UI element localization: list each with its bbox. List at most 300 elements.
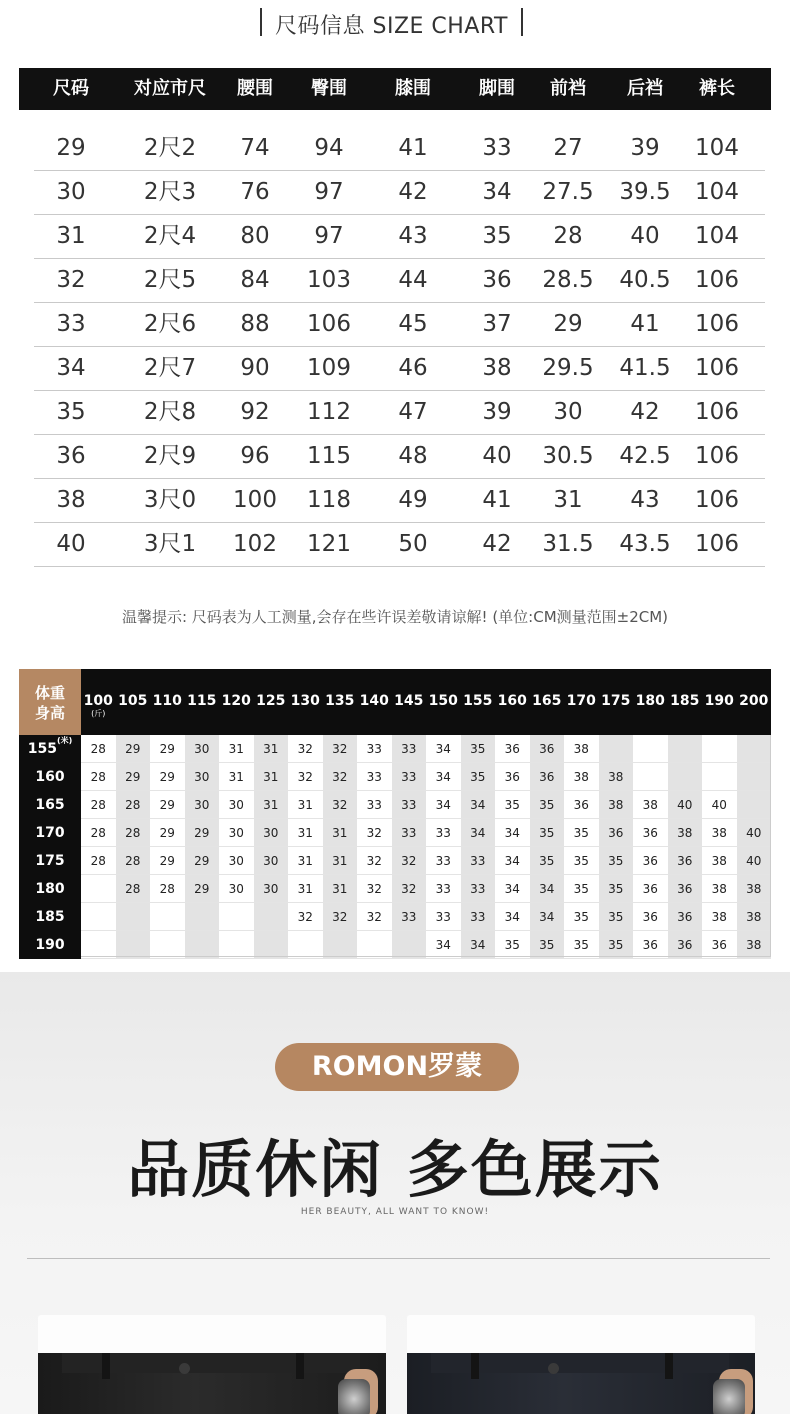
size-cell: 33 bbox=[56, 311, 86, 337]
size-recommendation-cell: 33 bbox=[357, 763, 392, 791]
size-recommendation-cell bbox=[737, 763, 772, 791]
height-label-cell bbox=[19, 735, 81, 763]
weight-header-cell bbox=[702, 669, 737, 735]
size-recommendation-cell: 32 bbox=[357, 847, 392, 875]
size-recommendation-cell: 34 bbox=[530, 875, 565, 903]
title-divider-right bbox=[521, 8, 523, 36]
size-recommendation-cell bbox=[81, 875, 116, 903]
size-cell: 37 bbox=[482, 311, 512, 337]
size-chart-title: 尺码信息 SIZE CHART bbox=[275, 14, 508, 39]
size-recommendation-cell: 28 bbox=[116, 791, 151, 819]
size-cell: 3尺1 bbox=[143, 531, 197, 557]
size-recommendation-cell: 40 bbox=[737, 819, 772, 847]
size-cell: 42 bbox=[398, 179, 428, 205]
size-recommendation-cell: 38 bbox=[633, 791, 668, 819]
size-recommendation-cell bbox=[150, 931, 185, 959]
size-recommendation-cell bbox=[668, 763, 703, 791]
height-label-cell bbox=[19, 847, 81, 875]
size-cell: 106 bbox=[695, 355, 739, 381]
size-recommendation-cell: 36 bbox=[668, 847, 703, 875]
size-recommendation-cell: 34 bbox=[495, 819, 530, 847]
size-recommendation-cell: 30 bbox=[254, 847, 289, 875]
weight-header-cell bbox=[288, 669, 323, 735]
size-column-header: 膝围 bbox=[395, 78, 431, 99]
weight-header-cell bbox=[254, 669, 289, 735]
height-value: 160 bbox=[35, 769, 65, 785]
size-recommendation-cell: 34 bbox=[530, 903, 565, 931]
size-row bbox=[34, 434, 765, 479]
size-recommendation-cell: 36 bbox=[633, 847, 668, 875]
size-recommendation-cell: 31 bbox=[288, 847, 323, 875]
size-recommendation-cell: 28 bbox=[81, 763, 116, 791]
size-recommendation-cell: 28 bbox=[81, 791, 116, 819]
height-value: 155 bbox=[27, 741, 57, 757]
size-recommendation-cell: 36 bbox=[633, 931, 668, 959]
size-recommendation-cell: 32 bbox=[323, 903, 358, 931]
size-recommendation-cell: 32 bbox=[357, 875, 392, 903]
size-recommendation-cell: 29 bbox=[185, 847, 220, 875]
size-recommendation-cell: 33 bbox=[392, 763, 427, 791]
size-column-header: 前裆 bbox=[550, 78, 586, 99]
size-cell: 103 bbox=[307, 267, 351, 293]
size-recommendation-cell: 34 bbox=[495, 875, 530, 903]
size-cell: 50 bbox=[398, 531, 428, 557]
height-label-cell bbox=[19, 819, 81, 847]
size-recommendation-cell: 34 bbox=[426, 763, 461, 791]
showcase-title: 品质休闲 多色展示 bbox=[127, 1133, 663, 1206]
size-column-header: 尺码 bbox=[53, 78, 89, 99]
size-cell: 40 bbox=[630, 223, 660, 249]
weight-header-cell bbox=[357, 669, 392, 735]
size-cell: 38 bbox=[56, 487, 86, 513]
size-recommendation-cell: 30 bbox=[219, 819, 254, 847]
size-recommendation-cell: 28 bbox=[150, 875, 185, 903]
height-value: 190 bbox=[35, 937, 65, 953]
size-recommendation-cell: 36 bbox=[564, 791, 599, 819]
weight-header-row bbox=[81, 669, 771, 735]
size-cell: 45 bbox=[398, 311, 428, 337]
size-recommendation-cell: 28 bbox=[81, 735, 116, 763]
size-cell: 112 bbox=[307, 399, 351, 425]
size-recommendation-cell: 32 bbox=[323, 791, 358, 819]
size-cell: 28 bbox=[553, 223, 583, 249]
height-unit: (米) bbox=[56, 736, 73, 745]
size-recommendation-cell: 40 bbox=[737, 847, 772, 875]
size-recommendation-cell: 33 bbox=[392, 819, 427, 847]
weight-value: 135 bbox=[325, 693, 355, 709]
size-recommendation-cell: 36 bbox=[495, 763, 530, 791]
size-row bbox=[34, 346, 765, 391]
height-label: 身高 bbox=[34, 704, 65, 722]
size-recommendation-cell: 34 bbox=[426, 735, 461, 763]
weight-value: 185 bbox=[670, 693, 700, 709]
height-row bbox=[19, 875, 771, 903]
size-recommendation-cell: 30 bbox=[185, 791, 220, 819]
size-cell: 30 bbox=[553, 399, 583, 425]
weight-header-cell bbox=[323, 669, 358, 735]
size-cell: 41.5 bbox=[619, 355, 671, 381]
size-cell: 100 bbox=[233, 487, 277, 513]
size-recommendation-cell: 34 bbox=[495, 847, 530, 875]
size-recommendation-cell: 38 bbox=[564, 763, 599, 791]
weight-value: 150 bbox=[428, 693, 458, 709]
size-recommendation-cell: 34 bbox=[495, 903, 530, 931]
size-recommendation-cell bbox=[599, 735, 634, 763]
size-cell: 2尺6 bbox=[143, 311, 197, 337]
product-photo-black bbox=[38, 1315, 386, 1414]
weight-value: 130 bbox=[290, 693, 320, 709]
size-cell: 27.5 bbox=[542, 179, 594, 205]
size-cell: 40 bbox=[482, 443, 512, 469]
size-recommendation-cell: 36 bbox=[495, 735, 530, 763]
size-recommendation-cell: 30 bbox=[254, 819, 289, 847]
brand-badge: ROMON罗蒙 bbox=[275, 1043, 519, 1091]
weight-header-cell bbox=[461, 669, 496, 735]
waist-button bbox=[179, 1363, 190, 1374]
size-recommendation-cell: 36 bbox=[702, 931, 737, 959]
size-recommendation-cell: 35 bbox=[461, 763, 496, 791]
size-recommendation-cell: 35 bbox=[530, 791, 565, 819]
weight-header-cell bbox=[668, 669, 703, 735]
size-column-header: 脚围 bbox=[479, 78, 515, 99]
size-recommendation-cell: 38 bbox=[599, 763, 634, 791]
size-recommendation-cell: 35 bbox=[564, 847, 599, 875]
size-recommendation-cell bbox=[219, 931, 254, 959]
size-cell: 38 bbox=[482, 355, 512, 381]
size-recommendation-cell: 35 bbox=[530, 931, 565, 959]
size-cell: 44 bbox=[398, 267, 428, 293]
size-cell: 29 bbox=[56, 135, 86, 161]
size-cell: 97 bbox=[314, 223, 344, 249]
size-cell: 48 bbox=[398, 443, 428, 469]
size-cell: 2尺5 bbox=[143, 267, 197, 293]
weight-header-cell bbox=[426, 669, 461, 735]
size-recommendation-cell: 35 bbox=[530, 819, 565, 847]
size-cell: 2尺7 bbox=[143, 355, 197, 381]
weight-header-cell bbox=[219, 669, 254, 735]
size-recommendation-cell: 33 bbox=[392, 903, 427, 931]
weight-header-cell bbox=[150, 669, 185, 735]
size-cell: 84 bbox=[240, 267, 270, 293]
size-recommendation-cell bbox=[116, 931, 151, 959]
size-cell: 29.5 bbox=[542, 355, 594, 381]
size-row bbox=[34, 258, 765, 303]
size-recommendation-cell: 35 bbox=[495, 931, 530, 959]
size-chart-header bbox=[0, 0, 790, 44]
size-recommendation-cell: 34 bbox=[461, 931, 496, 959]
size-recommendation-cell bbox=[737, 735, 772, 763]
size-recommendation-cell: 29 bbox=[150, 791, 185, 819]
size-recommendation-cell: 31 bbox=[219, 763, 254, 791]
size-recommendation-cell: 36 bbox=[530, 763, 565, 791]
size-recommendation-cell: 35 bbox=[599, 875, 634, 903]
weight-header-cell bbox=[633, 669, 668, 735]
size-cell: 36 bbox=[56, 443, 86, 469]
weight-value: 170 bbox=[566, 693, 596, 709]
size-recommendation-cell: 38 bbox=[702, 847, 737, 875]
size-row bbox=[34, 302, 765, 347]
size-recommendation-cell: 35 bbox=[599, 903, 634, 931]
size-recommendation-cell bbox=[633, 735, 668, 763]
size-recommendation-cell: 40 bbox=[668, 791, 703, 819]
size-recommendation-cell: 32 bbox=[357, 903, 392, 931]
size-recommendation-cell bbox=[254, 903, 289, 931]
size-cell: 104 bbox=[695, 135, 739, 161]
size-recommendation-cell: 30 bbox=[254, 875, 289, 903]
size-column-header: 裤长 bbox=[699, 78, 735, 99]
size-recommendation-cell: 36 bbox=[633, 875, 668, 903]
size-cell: 30.5 bbox=[542, 443, 594, 469]
size-cell: 43.5 bbox=[619, 531, 671, 557]
size-recommendation-cell: 32 bbox=[357, 819, 392, 847]
weight-header-cell bbox=[392, 669, 427, 735]
size-cell: 106 bbox=[307, 311, 351, 337]
size-recommendation-cell: 40 bbox=[702, 791, 737, 819]
size-recommendation-cell: 31 bbox=[288, 819, 323, 847]
size-cell: 90 bbox=[240, 355, 270, 381]
size-recommendation-cell: 36 bbox=[530, 735, 565, 763]
size-recommendation-cell: 33 bbox=[426, 875, 461, 903]
size-cell: 34 bbox=[482, 179, 512, 205]
size-cell: 47 bbox=[398, 399, 428, 425]
size-cell: 40.5 bbox=[619, 267, 671, 293]
size-column-header: 腰围 bbox=[237, 78, 273, 99]
size-recommendation-cell: 33 bbox=[426, 903, 461, 931]
height-label-cell bbox=[19, 903, 81, 931]
weight-value: 120 bbox=[221, 693, 251, 709]
size-cell: 74 bbox=[240, 135, 270, 161]
size-row bbox=[34, 126, 765, 171]
weight-value: 140 bbox=[359, 693, 389, 709]
size-recommendation-cell bbox=[288, 931, 323, 959]
size-cell: 102 bbox=[233, 531, 277, 557]
size-row bbox=[34, 390, 765, 435]
size-cell: 118 bbox=[307, 487, 351, 513]
size-recommendation-cell bbox=[737, 791, 772, 819]
size-cell: 42 bbox=[482, 531, 512, 557]
measurement-note: 温馨提示: 尺码表为人工测量,会存在些许误差敬请谅解! (单位:CM测量范围±2CM) bbox=[121, 608, 669, 626]
size-recommendation-cell: 31 bbox=[323, 875, 358, 903]
size-cell: 43 bbox=[630, 487, 660, 513]
height-value: 185 bbox=[35, 909, 65, 925]
size-cell: 106 bbox=[695, 443, 739, 469]
size-recommendation-cell: 29 bbox=[150, 763, 185, 791]
size-recommendation-cell: 28 bbox=[116, 847, 151, 875]
weight-height-corner bbox=[19, 669, 81, 735]
size-recommendation-cell: 32 bbox=[323, 763, 358, 791]
weight-value: 175 bbox=[601, 693, 631, 709]
size-recommendation-cell: 35 bbox=[495, 791, 530, 819]
size-cell: 109 bbox=[307, 355, 351, 381]
watch bbox=[338, 1379, 370, 1414]
size-cell: 39 bbox=[630, 135, 660, 161]
weight-value: 100 bbox=[83, 693, 113, 709]
section-divider bbox=[27, 1258, 770, 1259]
size-recommendation-cell: 34 bbox=[426, 791, 461, 819]
size-recommendation-cell: 28 bbox=[116, 875, 151, 903]
size-recommendation-cell: 38 bbox=[737, 875, 772, 903]
weight-header-cell bbox=[185, 669, 220, 735]
size-cell: 49 bbox=[398, 487, 428, 513]
size-cell: 2尺8 bbox=[143, 399, 197, 425]
size-recommendation-cell: 29 bbox=[185, 875, 220, 903]
size-recommendation-cell: 31 bbox=[323, 819, 358, 847]
height-row bbox=[19, 931, 771, 959]
size-recommendation-cell: 31 bbox=[254, 735, 289, 763]
size-cell: 32 bbox=[56, 267, 86, 293]
waist-button bbox=[548, 1363, 559, 1374]
size-recommendation-cell: 29 bbox=[150, 819, 185, 847]
showcase-section bbox=[0, 972, 790, 1414]
size-recommendation-cell: 30 bbox=[219, 875, 254, 903]
size-cell: 27 bbox=[553, 135, 583, 161]
size-recommendation-cell: 35 bbox=[461, 735, 496, 763]
size-recommendation-cell: 35 bbox=[564, 819, 599, 847]
size-recommendation-cell: 34 bbox=[461, 791, 496, 819]
height-row bbox=[19, 735, 771, 763]
size-row bbox=[34, 478, 765, 523]
size-recommendation-cell: 38 bbox=[702, 819, 737, 847]
size-cell: 40 bbox=[56, 531, 86, 557]
size-recommendation-cell: 30 bbox=[219, 791, 254, 819]
weight-header-cell bbox=[116, 669, 151, 735]
size-cell: 41 bbox=[630, 311, 660, 337]
showcase-subtitle: HER BEAUTY, ALL WANT TO KNOW! bbox=[300, 1207, 490, 1217]
height-value: 170 bbox=[35, 825, 65, 841]
product-photo-navy bbox=[407, 1315, 755, 1414]
size-cell: 31 bbox=[553, 487, 583, 513]
height-row bbox=[19, 847, 771, 875]
size-cell: 42.5 bbox=[619, 443, 671, 469]
size-recommendation-cell: 30 bbox=[185, 735, 220, 763]
weight-value: 190 bbox=[704, 693, 734, 709]
size-recommendation-cell: 32 bbox=[288, 763, 323, 791]
size-recommendation-cell bbox=[702, 735, 737, 763]
size-cell: 104 bbox=[695, 223, 739, 249]
size-cell: 33 bbox=[482, 135, 512, 161]
size-recommendation-cell: 28 bbox=[81, 819, 116, 847]
size-recommendation-cell: 29 bbox=[150, 847, 185, 875]
height-row bbox=[19, 763, 771, 791]
size-recommendation-cell bbox=[185, 903, 220, 931]
height-row bbox=[19, 819, 771, 847]
size-recommendation-cell bbox=[185, 931, 220, 959]
weight-label: 体重 bbox=[34, 684, 65, 702]
size-recommendation-cell: 34 bbox=[461, 819, 496, 847]
size-recommendation-cell: 31 bbox=[254, 763, 289, 791]
height-label-cell bbox=[19, 931, 81, 959]
height-value: 165 bbox=[35, 797, 65, 813]
size-recommendation-cell: 30 bbox=[185, 763, 220, 791]
size-recommendation-cell: 30 bbox=[219, 847, 254, 875]
size-recommendation-cell bbox=[254, 931, 289, 959]
size-recommendation-cell: 35 bbox=[564, 931, 599, 959]
size-cell: 42 bbox=[630, 399, 660, 425]
watch bbox=[713, 1379, 745, 1414]
size-row bbox=[34, 214, 765, 259]
size-recommendation-cell: 33 bbox=[461, 847, 496, 875]
size-recommendation-cell: 33 bbox=[461, 903, 496, 931]
size-recommendation-cell: 38 bbox=[564, 735, 599, 763]
size-cell: 28.5 bbox=[542, 267, 594, 293]
height-label-cell bbox=[19, 763, 81, 791]
size-cell: 2尺2 bbox=[143, 135, 197, 161]
weight-header-cell bbox=[495, 669, 530, 735]
size-recommendation-cell bbox=[81, 931, 116, 959]
size-row bbox=[34, 522, 765, 567]
size-cell: 41 bbox=[482, 487, 512, 513]
size-recommendation-cell bbox=[702, 763, 737, 791]
size-cell: 35 bbox=[56, 399, 86, 425]
size-recommendation-cell: 31 bbox=[254, 791, 289, 819]
size-cell: 106 bbox=[695, 531, 739, 557]
weight-value: 180 bbox=[635, 693, 665, 709]
size-recommendation-cell: 33 bbox=[426, 819, 461, 847]
size-recommendation-cell: 35 bbox=[599, 931, 634, 959]
size-cell: 36 bbox=[482, 267, 512, 293]
size-recommendation-cell: 35 bbox=[564, 903, 599, 931]
height-label-cell bbox=[19, 791, 81, 819]
size-recommendation-cell: 32 bbox=[392, 847, 427, 875]
size-recommendation-cell: 35 bbox=[530, 847, 565, 875]
size-recommendation-cell: 31 bbox=[323, 847, 358, 875]
weight-value: 125 bbox=[256, 693, 286, 709]
size-recommendation-cell bbox=[357, 931, 392, 959]
size-recommendation-cell: 31 bbox=[219, 735, 254, 763]
size-cell: 30 bbox=[56, 179, 86, 205]
size-cell: 96 bbox=[240, 443, 270, 469]
size-recommendation-cell bbox=[668, 735, 703, 763]
height-row bbox=[19, 791, 771, 819]
weight-value: 165 bbox=[532, 693, 562, 709]
size-cell: 104 bbox=[695, 179, 739, 205]
height-value: 175 bbox=[35, 853, 65, 869]
size-cell: 2尺9 bbox=[143, 443, 197, 469]
size-recommendation-cell: 31 bbox=[288, 791, 323, 819]
weight-value: 155 bbox=[463, 693, 493, 709]
size-recommendation-cell: 38 bbox=[702, 875, 737, 903]
size-recommendation-cell: 38 bbox=[702, 903, 737, 931]
weight-height-table bbox=[19, 669, 771, 957]
height-value: 180 bbox=[35, 881, 65, 897]
size-cell: 88 bbox=[240, 311, 270, 337]
height-row bbox=[19, 903, 771, 931]
size-cell: 34 bbox=[56, 355, 86, 381]
size-cell: 2尺3 bbox=[143, 179, 197, 205]
size-cell: 29 bbox=[553, 311, 583, 337]
weight-value: 105 bbox=[118, 693, 148, 709]
size-recommendation-cell: 38 bbox=[668, 819, 703, 847]
size-recommendation-cell: 36 bbox=[668, 931, 703, 959]
size-row bbox=[34, 170, 765, 215]
size-recommendation-cell: 32 bbox=[288, 903, 323, 931]
size-recommendation-cell: 32 bbox=[392, 875, 427, 903]
size-cell: 106 bbox=[695, 487, 739, 513]
size-recommendation-cell: 29 bbox=[116, 735, 151, 763]
size-cell: 94 bbox=[314, 135, 344, 161]
size-recommendation-cell: 33 bbox=[357, 735, 392, 763]
size-cell: 115 bbox=[307, 443, 351, 469]
size-recommendation-cell: 28 bbox=[116, 819, 151, 847]
size-cell: 106 bbox=[695, 399, 739, 425]
size-recommendation-cell: 33 bbox=[357, 791, 392, 819]
size-recommendation-cell bbox=[81, 903, 116, 931]
size-recommendation-cell: 33 bbox=[461, 875, 496, 903]
size-recommendation-cell: 33 bbox=[392, 791, 427, 819]
weight-header-cell bbox=[530, 669, 565, 735]
size-recommendation-cell: 29 bbox=[116, 763, 151, 791]
weight-value: 200 bbox=[739, 693, 769, 709]
